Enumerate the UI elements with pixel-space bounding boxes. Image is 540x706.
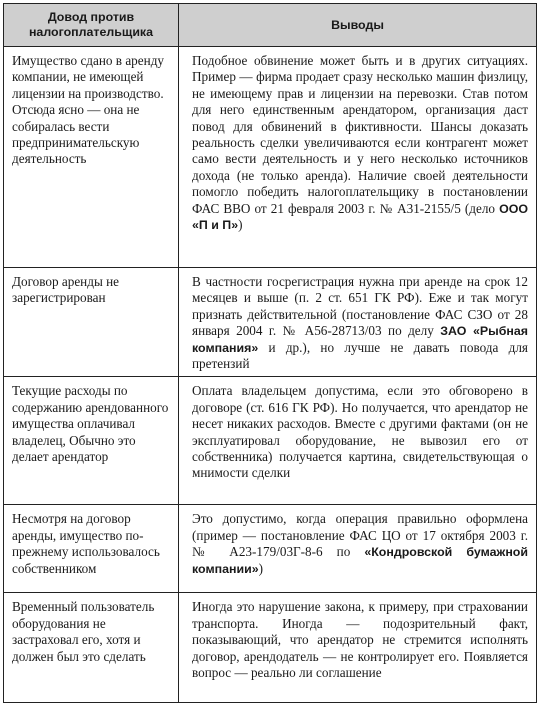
conclusion-tail: ) — [258, 560, 263, 576]
argument-cell: Текущие расходы по содержанию арендованного имущества оплачивал владелец, Обычно это делает арендатор — [4, 377, 179, 505]
argument-cell: Имущество сдано в аренду компании, не имеющей лицензии на производство. Отсюда ясно — она не собиралась вести предпринимательскую деятельность — [4, 47, 179, 268]
organization-name: ООО «П и П» — [192, 201, 528, 233]
conclusion-cell — [179, 377, 537, 505]
organization-name: ЗАО «Рыбная компания» — [192, 324, 528, 355]
conclusion-text: В частности госрегистрация нужна при аренде на срок 12 месяцев и выше (п. 2 ст. 651 ГК РФ). Еже и так могут признать действительной (постановление ФАС СЗО от 28 января 2004 г. № А56-28713/03 по делу — [192, 274, 528, 339]
table-row — [4, 377, 537, 505]
conclusion-cell — [179, 268, 537, 377]
header-argument: Довод против налогоплательщика — [4, 4, 179, 47]
organization-name: «Кондровской бумажной компании» — [192, 545, 528, 576]
header-conclusions: Выводы — [179, 4, 537, 47]
conclusion-cell — [179, 505, 537, 593]
conclusion-tail: и др.), но лучше не давать повода для претензий — [192, 339, 528, 372]
argument-cell: Договор аренды не зарегистрирован — [4, 268, 179, 377]
argument-cell: Временный пользователь оборудования не застраховал его, хотя и должен был это сделать — [4, 593, 179, 703]
conclusion-text: Оплата владельцем допустима, если это обговорено в договоре (ст. 616 ГК РФ). Но получается, что арендатор не несет никаких расходов. Вместе с другими фактами (он не эксплуатировал оборудование, не вывозил его от собственника) получается картина, свидетельствующая о мнимости сделки — [192, 383, 528, 481]
conclusion-cell — [179, 593, 537, 703]
conclusion-text: Иногда это нарушение закона, к примеру, при страховании транспорта. Иногда — подозрительный факт, показывающий, что арендатор не стремится исполнять договор, арендодатель — не контролирует его. Появляется вопрос — реально ли соглашение — [192, 599, 528, 681]
conclusion-tail: ) — [238, 217, 243, 233]
conclusion-text: Это допустимо, когда операция правильно оформлена (пример — постановление ФАС ЦО от 17 октября 2003 г. № А23-179/03Г-8-6 по — [192, 511, 528, 560]
conclusion-text: Подобное обвинение может быть и в других ситуациях. Пример — фирма продает сразу несколько машин физлицу, не имеющему прав и лицензии на перевозки. Став потом для него единственным арендатором, организация даст повод для обвинений в фиктивности. Шансы доказать реальность сделки увеличиваются если контрагент может само вести деятельность и у него несколько источников дохода (не только аренда). Наличие своей деятельности помогло победить налогоплательщику в постановлении ФАС ВВО от 21 февраля 2003 г. № А31-2155/5 (дело — [192, 53, 528, 216]
table-row — [4, 505, 537, 593]
argument-cell: Несмотря на договор аренды, имущество по-прежнему использовалось собственником — [4, 505, 179, 593]
header-row — [4, 4, 537, 47]
table-row — [4, 47, 537, 268]
arguments-table — [3, 3, 537, 703]
table-row — [4, 268, 537, 377]
conclusion-cell — [179, 47, 537, 268]
table-row — [4, 593, 537, 703]
